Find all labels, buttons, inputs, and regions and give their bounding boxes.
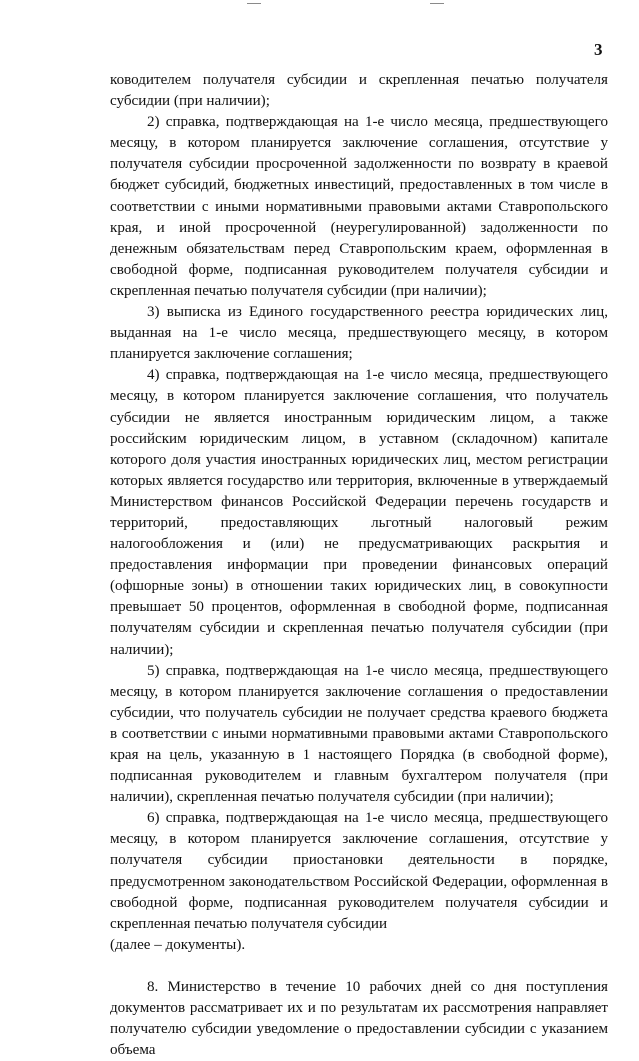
paragraph-closing: (далее – документы). [110, 936, 246, 953]
scan-mark-left [247, 0, 261, 4]
paragraph-item-5: 5) справка, подтверждающая на 1-е число месяца, предшествующего месяцу, в котором планируется заключение соглашения о предоставлении субсидии, что получатель субсидии не получает средства краевого бюджета в соответствии с иными нормативными правовыми актами Ставропольского края на цель, указанную в 1 настоящего Порядка (в свободной форме), подписанная руководителем и главным бухгалтером получателя (при наличии), скрепленная печатью получателя субсидии (при наличии); [110, 662, 608, 806]
paragraph-item-6: 6) справка, подтверждающая на 1-е число месяца, предшествующего месяцу, в котором планируется заключение соглашения, отсутствие у получателя субсидии приостановки деятельности в порядке, предусмотренном законодательством Российской Федерации, оформленная в свободной форме, подписанная руководителем получателя субсидии и скрепленная печатью получателя субсидии [110, 810, 608, 932]
paragraph-item-4: 4) справка, подтверждающая на 1-е число месяца, предшествующего месяцу, в котором планируется заключение соглашения, что получатель субсидии не является иностранным юридическим лицом, а также российским юридическим лицом, в уставном (складочном) капитале которого доля участия иностранных юридических лиц, местом регистрации которых является государство или территория, включенные в утверждаемый Министерством финансов Российской Федерации перечень государств и территорий, предоставляющих льготный налоговый режим налогообложения и (или) не предусматривающих раскрытия и предоставления информации при проведении финансовых операций (офшорные зоны) в отношении таких юридических лиц, в совокупности превышает 50 процентов, оформленная в свободной форме, подписанная получателям субсидии и скрепленная печатью получателя субсидии (при наличии); [110, 367, 608, 658]
scan-header-marks [0, 0, 639, 8]
paragraph-item-2: 2) справка, подтверждающая на 1-е число месяца, предшествующего месяцу, в котором планируется заключение соглашения, отсутствие у получателя субсидии просроченной задолженности по возврату в краевой бюджет субсидий, бюджетных инвестиций, предоставленных в том числе в соответствии с иными нормативными правовыми актами Ставропольского края, и иной просроченной (неурегулированной) задолженности по денежным обязательствам перед Ставропольским краем, оформленная в свободной форме, подписанная руководителем получателя субсидии и скрепленная печатью получателя субсидии (при наличии); [110, 114, 608, 299]
paragraph-section-8: 8. Министерство в течение 10 рабочих дней со дня поступления документов рассматривает их и по результатам их рассмотрения направляет получателю субсидии уведомление о предоставлении субсидии с указанием объема [110, 978, 608, 1059]
paragraph-continuation: ководителем получателя субсидии и скрепленная печатью получателя субсидии (при наличии); [110, 72, 608, 110]
scan-mark-right [430, 0, 444, 4]
page-number: 3 [594, 40, 603, 59]
paragraph-item-3: 3) выписка из Единого государственного реестра юридических лиц, выданная на 1-е число месяца, предшествующего месяцу, в котором планируется заключение соглашения; [110, 304, 608, 363]
document-body [110, 70, 608, 1061]
